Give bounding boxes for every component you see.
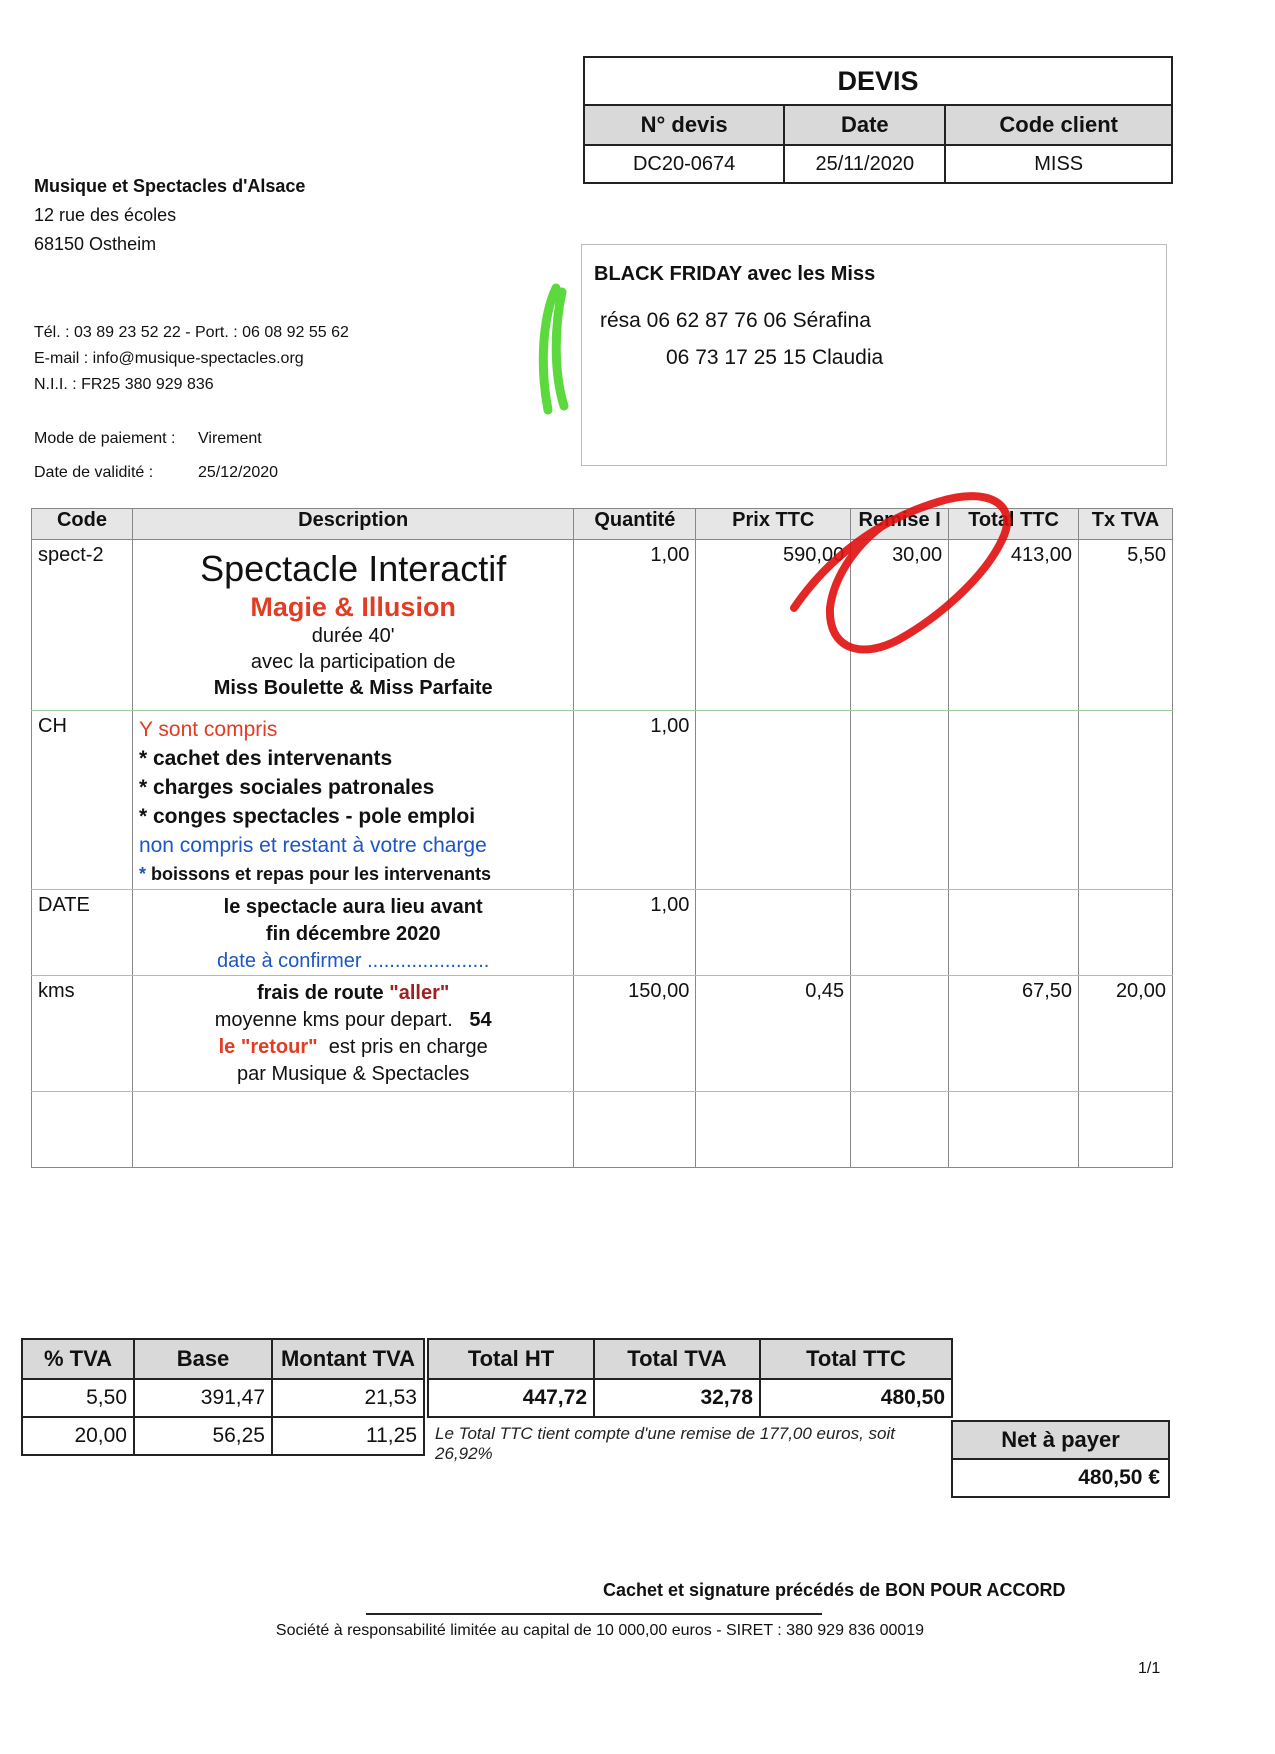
devis-info-table <box>585 106 1171 182</box>
travel-avg-label: moyenne kms pour depart. <box>214 1009 453 1031</box>
travel-retour: le "retour" <box>218 1036 318 1058</box>
total-ht: 447,72 <box>428 1379 594 1417</box>
total-tva: 32,78 <box>594 1379 760 1417</box>
travel-avg-value: 54 <box>469 1009 492 1031</box>
net-to-pay-value: 480,50 € <box>1078 1466 1160 1489</box>
validity-label: Date de validité : <box>34 464 154 481</box>
company-phone: Tél. : 03 89 23 52 22 - Port. : 06 08 92 55 62 <box>34 324 349 341</box>
item-code: kms <box>32 976 133 1092</box>
date-line-1: le spectacle aura lieu avant <box>223 896 483 918</box>
tva-amount-header: Montant TVA <box>272 1339 424 1379</box>
tva-rate: 5,50 <box>22 1379 134 1417</box>
promo-contact-2: 06 73 17 25 15 Claudia <box>666 346 884 369</box>
item-price: 590,00 <box>696 540 851 711</box>
devis-number-header: N° devis <box>585 106 784 145</box>
table-row <box>32 711 1173 890</box>
devis-number: DC20-0674 <box>585 145 784 182</box>
devis-client-code: MISS <box>1034 152 1084 175</box>
tva-amount: 11,25 <box>272 1417 424 1455</box>
not-included-text: boissons et repas pour les intervenants <box>150 864 492 884</box>
tva-base: 391,47 <box>134 1379 272 1417</box>
tva-breakdown-table <box>21 1338 425 1456</box>
item-description <box>132 976 573 1092</box>
col-total: Total TTC <box>949 509 1079 540</box>
green-marker-stroke <box>528 278 574 420</box>
travel-label: frais de route <box>256 982 384 1004</box>
travel-retour-text: est pris en charge <box>328 1036 488 1058</box>
show-title: Spectacle Interactif <box>200 548 507 589</box>
item-discount: 30,00 <box>851 540 949 711</box>
table-row-empty <box>32 1092 1173 1168</box>
item-price: 0,45 <box>696 976 851 1092</box>
total-ttc-header: Total TTC <box>760 1339 952 1379</box>
show-participation: avec la participation de <box>250 651 456 673</box>
devis-date-header: Date <box>784 106 945 145</box>
tva-base-header: Base <box>134 1339 272 1379</box>
item-code: spect-2 <box>32 540 133 711</box>
item-total: 413,00 <box>949 540 1079 711</box>
show-performers: Miss Boulette & Miss Parfaite <box>213 677 493 699</box>
table-row <box>22 1379 424 1417</box>
col-code: Code <box>32 509 133 540</box>
item-quantity: 1,00 <box>574 890 696 976</box>
tva-rate: 20,00 <box>22 1417 134 1455</box>
show-subtitle: Magie & Illusion <box>250 592 456 622</box>
col-price: Prix TTC <box>696 509 851 540</box>
tva-base: 56,25 <box>134 1417 272 1455</box>
not-included-heading: non compris et restant à votre charge <box>138 834 487 857</box>
included-item: * cachet des intervenants <box>138 747 393 770</box>
page-number: 1/1 <box>1138 1660 1161 1677</box>
devis-client-header: Code client <box>945 106 1171 145</box>
total-ttc: 480,50 <box>760 1379 952 1417</box>
not-included-item <box>139 860 567 889</box>
legal-footer: Société à responsabilité limitée au capital de 10 000,00 euros - SIRET : 380 929 836 00019 <box>275 1622 925 1639</box>
company-name: Musique et Spectacles d'Alsace <box>34 176 306 196</box>
bullet: * <box>138 864 146 884</box>
table-row <box>22 1417 424 1455</box>
footer-divider <box>366 1613 822 1615</box>
devis-date: 25/11/2020 <box>784 145 945 182</box>
item-code: DATE <box>32 890 133 976</box>
item-description <box>132 890 573 976</box>
net-to-pay-box <box>951 1420 1170 1498</box>
item-total: 67,50 <box>949 976 1079 1092</box>
item-quantity: 1,00 <box>574 711 696 890</box>
item-code: CH <box>32 711 133 890</box>
item-quantity: 1,00 <box>574 540 696 711</box>
totals-table <box>427 1338 953 1418</box>
company-address <box>34 172 305 259</box>
promo-contact-1: résa 06 62 87 76 06 Sérafina <box>600 309 871 332</box>
item-discount <box>851 890 949 976</box>
item-tva: 20,00 <box>1079 976 1173 1092</box>
travel-line-3 <box>139 1034 567 1061</box>
net-to-pay-label: Net à payer <box>953 1422 1168 1460</box>
tva-rate-header: % TVA <box>22 1339 134 1379</box>
travel-line-2 <box>139 1007 567 1034</box>
company-city: 68150 Ostheim <box>34 234 157 254</box>
table-row <box>32 540 1173 711</box>
payment-info <box>34 430 278 498</box>
item-tva <box>1079 711 1173 890</box>
company-contact <box>34 320 349 398</box>
items-table <box>31 508 1173 1168</box>
table-row <box>32 976 1173 1092</box>
date-to-confirm: date à confirmer ...................... <box>217 950 490 972</box>
col-discount: Remise I <box>851 509 949 540</box>
item-discount <box>851 711 949 890</box>
included-item: * conges spectacles - pole emploi <box>138 805 476 828</box>
table-row <box>32 890 1173 976</box>
promo-title: BLACK FRIDAY avec les Miss <box>594 263 876 285</box>
payment-mode-value: Virement <box>198 430 262 447</box>
devis-title: DEVIS <box>585 58 1171 106</box>
show-duration: durée 40' <box>311 625 395 647</box>
travel-line-4: par Musique & Spectacles <box>237 1063 470 1085</box>
total-tva-header: Total TVA <box>594 1339 760 1379</box>
item-price <box>696 890 851 976</box>
company-vat-id: N.I.I. : FR25 380 929 836 <box>34 376 214 393</box>
company-email: E-mail : info@musique-spectacles.org <box>34 350 304 367</box>
col-description: Description <box>132 509 573 540</box>
devis-header-box <box>583 56 1173 184</box>
total-ht-header: Total HT <box>428 1339 594 1379</box>
tva-amount: 21,53 <box>272 1379 424 1417</box>
included-item: * charges sociales patronales <box>138 776 435 799</box>
company-street: 12 rue des écoles <box>34 205 177 225</box>
item-discount <box>851 976 949 1092</box>
payment-mode-label: Mode de paiement : <box>34 430 176 447</box>
discount-note: Le Total TTC tient compte d'une remise de 177,00 euros, soit 26,92% <box>435 1424 895 1463</box>
item-tva: 5,50 <box>1079 540 1173 711</box>
item-tva <box>1079 890 1173 976</box>
item-description <box>132 540 573 711</box>
signature-instruction: Cachet et signature précédés de BON POUR ACCORD <box>603 1580 1066 1600</box>
item-quantity: 150,00 <box>574 976 696 1092</box>
validity-value: 25/12/2020 <box>198 464 279 481</box>
travel-aller: "aller" <box>389 982 450 1004</box>
travel-line-1 <box>139 980 567 1007</box>
item-description <box>132 711 573 890</box>
promo-box <box>581 244 1167 466</box>
item-total <box>949 711 1079 890</box>
item-price <box>696 711 851 890</box>
item-total <box>949 890 1079 976</box>
date-line-2: fin décembre 2020 <box>265 923 441 945</box>
included-heading: Y sont compris <box>138 718 278 741</box>
col-tva: Tx TVA <box>1079 509 1173 540</box>
col-quantity: Quantité <box>574 509 696 540</box>
